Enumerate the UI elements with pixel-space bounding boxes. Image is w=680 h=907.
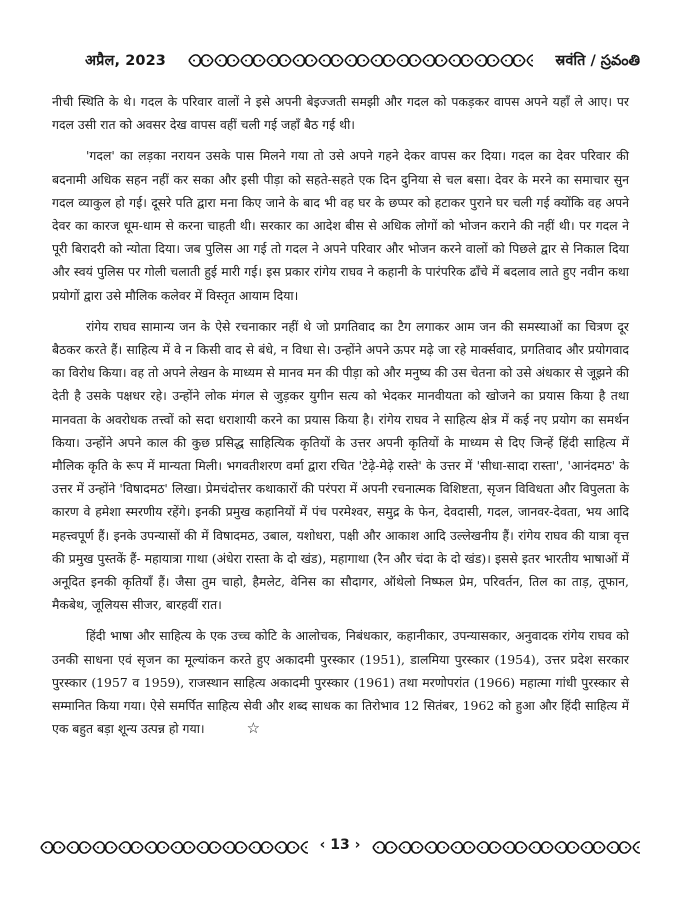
article-body	[52, 90, 629, 748]
page-footer	[40, 837, 640, 859]
journal-title: स्रवंति / స్రవంతి	[555, 53, 640, 69]
page-number-value: 13	[330, 837, 350, 853]
star-icon: ☆	[246, 719, 261, 738]
footer-ornamental-border-icon	[40, 839, 308, 856]
paragraph: 'गदल' का लड़का नरायन उसके पास मिलने गया तो उसे अपने गहने देकर वापस कर दिया। गदल का देवर परिवार की बदनामी अधिक सहन नहीं कर सका और इसी पीड़ा को सहते-सहते एक दिन दुनिया से चल बसा। देवर के मरने का समाचार सुन गदल व्याकुल हो गई। दूसरे पति द्वारा मना किए जाने के बाद भी वह घर के छप्पर को हटाकर पुराने घर चली गई क्योंकि वह अपने देवर का कारज धूम-धाम से करना चाहती थी। सरकार का आदेश बीस से अधिक लोगों को भोजन कराने की नहीं थी। पर गदल ने पूरी बिरादरी को न्योता दिया। जब पुलिस आ गई तो गदल ने अपने परिवार और भोजन करने वालों को पिछले द्वार से निकाल दिया और स्वयं पुलिस पर गोली चलाती हुई मारी गई। इस प्रकार रांगेय राघव ने कहानी के पारंपरिक ढाँचे में बदलाव लाते हुए नवीन कथा प्रयोगों द्वारा उसे मौलिक कलेवर में विस्तृत आयाम दिया।	[52, 148, 629, 303]
header-ornamental-border-icon	[188, 52, 533, 69]
paragraph-last	[52, 624, 629, 740]
paragraph: रांगेय राघव सामान्य जन के ऐसे रचनाकार नहीं थे जो प्रगतिवाद का टैग लगाकर आम जन की समस्याओं का चित्रण दूर बैठकर करते हैं। साहित्य में वे न किसी वाद से बंधे, न विधा से। उन्होंने अपने ऊपर मढ़े जा रहे मार्क्सवाद, प्रगतिवाद और प्रयोगवाद का विरोध किया। वह तो अपने लेखन के माध्यम से मानव मन की पीड़ा को और मनुष्य की उस चेतना को उसे अंधकार से जूझने की देती है उसके पक्षधर रहे। उन्होंने लोक मंगल से जुड़कर युगीन सत्य को भेदकर मानवीयता को खोजने का प्रयास किया है तथा मानवता के अवरोधक तत्त्वों को सदा धराशायी करने का प्रयास किया है। रांगेय राघव ने साहित्य क्षेत्र में कई नए प्रयोग का समर्थन किया। उन्होंने अपने काल की कुछ प्रसिद्ध साहित्यिक कृतियों के उत्तर अपनी कृतियों के माध्यम से दिए जिन्हें हिंदी साहित्य में मौलिक कृति के रूप में मान्यता मिली। भगवतीशरण वर्मा द्वारा रचित 'टेढ़े-मेढ़े रास्ते' के उत्तर में 'सीधा-सादा रास्ता', 'आनंदमठ' के उत्तर में उन्होंने 'विषादमठ' लिखा। प्रेमचंदोत्तर कथाकारों की परंपरा में अपनी रचनात्मक विशिष्टता, सृजन विविधता और विपुलता के कारण वे हमेशा स्मरणीय रहेंगे। इनकी प्रमुख कहानियों में पंच परमेश्वर, समुद्र के फेन, देवदासी, गदल, जानवर-देवता, भय आदि महत्त्वपूर्ण हैं। इनके उपन्यासों की में विषादमठ, उबाल, यशोधरा, पक्षी और आकाश आदि उल्लेखनीय हैं। रांगेय राघव की यात्रा वृत्त की प्रमुख पुस्तकें हैं- महायात्रा गाथा (अंधेरा रास्ता के दो खंड), महागाथा (रैन और चंदा के दो खंड)। इससे इतर भारतीय भाषाओं में अनूदित इनकी कृतियाँ हैं। जैसा तुम चाहो, हैमलेट, वेनिस का सौदागर, ऑथेलो निष्फल प्रेम, परिवर्तन, तिल का ताड़, तूफान, मैकबेथ, जूलियस सीजर, बारहवीं रात।	[52, 318, 629, 613]
issue-date: अप्रैल, 2023	[85, 53, 166, 69]
page-number: ‹ 13 ›	[319, 837, 361, 853]
paragraph-text: हिंदी भाषा और साहित्य के एक उच्च कोटि के आलोचक, निबंधकार, कहानीकार, उपन्यासकार, अनुवादक रांगेय राघव को उनकी साधना एवं सृजन का मूल्यांकन करते हुए अकादमी पुरस्कार (1951), डालमिया पुरस्कार (1954), उत्तर प्रदेश सरकार पुरस्कार (1957 व 1959), राजस्थान साहित्य अकादमी पुरस्कार (1961) तथा मरणोपरांत (1966) महात्मा गांधी पुरस्कार से सम्मानित किया गया। ऐसे समर्पित साहित्य सेवी और शब्द साधक का तिरोभाव 12 सितंबर, 1962 को हुआ और हिंदी साहित्य में एक बहुत बड़ा शून्य उत्पन्न हो गया।	[52, 628, 629, 737]
page-header	[40, 50, 640, 72]
paragraph: नीची स्थिति के थे। गदल के परिवार वालों ने इसे अपनी बेइज्जती समझी और गदल को पकड़कर वापस अपने यहाँ ले आए। पर गदल उसी रात को अवसर देख वापस वहीं चली गई जहाँ बैठ गई थी।	[52, 94, 629, 133]
footer-ornamental-border-icon	[372, 839, 640, 856]
